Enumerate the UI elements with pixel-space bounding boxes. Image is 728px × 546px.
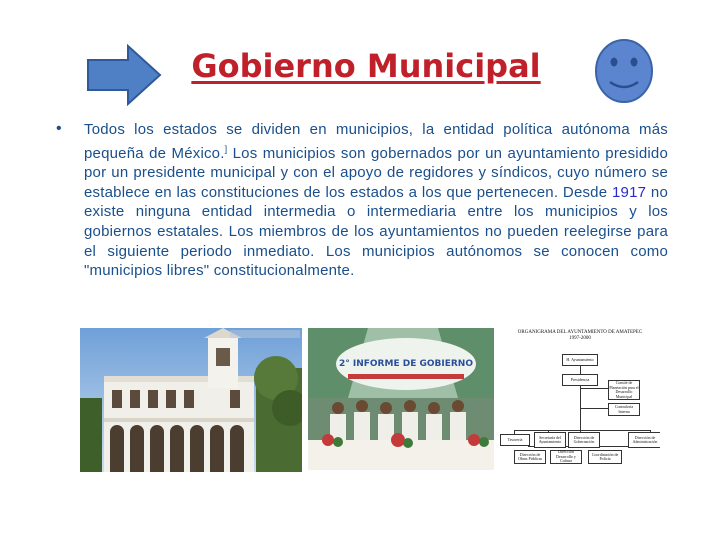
reference-mark[interactable]: ]: [224, 143, 228, 154]
org-box-ayuntamiento: H. Ayuntamiento: [562, 354, 598, 366]
paragraph-part-2: Los municipios son gobernados por un ayuntamiento presidido por un presidente municipal y con el apoyo de regidores y síndicos, cuyo número se establece en las constituciones de los estados a los que pertenecen. Desde: [84, 144, 668, 201]
banner-text: 2° INFORME DE GOBIERNO: [338, 359, 474, 369]
right-arrow-icon: [86, 44, 162, 106]
org-box-obras: Dirección de Obras Públicas: [514, 450, 546, 464]
paragraph-part-3: no existe ninguna entidad intermedia o intermediaria entre los municipios y los gobiernos estatales. Los miembros de los ayuntamientos no pueden reelegirse para el siguiente periodo inmediato. Los municipios autónomos se conocen como "municipios libres" constitucionalmente.: [84, 183, 669, 280]
org-box-presidencia: Presidencia: [562, 374, 598, 386]
org-box-tesoreria: Tesorería: [500, 434, 530, 446]
org-box-contraloria: Contraloría Interna: [608, 403, 640, 416]
org-box-administracion: Dirección de Administración: [628, 432, 660, 448]
paragraph-part-1: Todos los estados se dividen en municipios, la entidad política autónoma más pequeña de México.: [84, 121, 668, 162]
org-chart-image: [500, 326, 660, 468]
org-box-gobernacion: Dirección de Gobernación: [568, 432, 600, 448]
org-box-comite: Comité de Planeación para el Desarrollo Municipal: [609, 380, 639, 399]
bullet-marker: •: [56, 120, 62, 137]
municipal-palace-photo: [80, 328, 302, 472]
government-report-photo: [308, 328, 494, 470]
year-link[interactable]: 1917: [612, 183, 647, 201]
slide-title: Gobierno Municipal: [191, 47, 541, 85]
org-box-seguridad: Coordinación de Policía: [588, 450, 622, 464]
smiley-face-icon: [594, 38, 654, 104]
org-chart-title: ORGANIGRAMA DEL AYUNTAMIENTO DE AMATEPEC 1997-2000: [517, 330, 643, 341]
org-box-desarrollo: Dirección Desarrollo y Cultura: [550, 450, 582, 464]
org-box-secretaria: Secretaría del Ayuntamiento: [534, 432, 566, 448]
body-paragraph: [84, 120, 668, 281]
